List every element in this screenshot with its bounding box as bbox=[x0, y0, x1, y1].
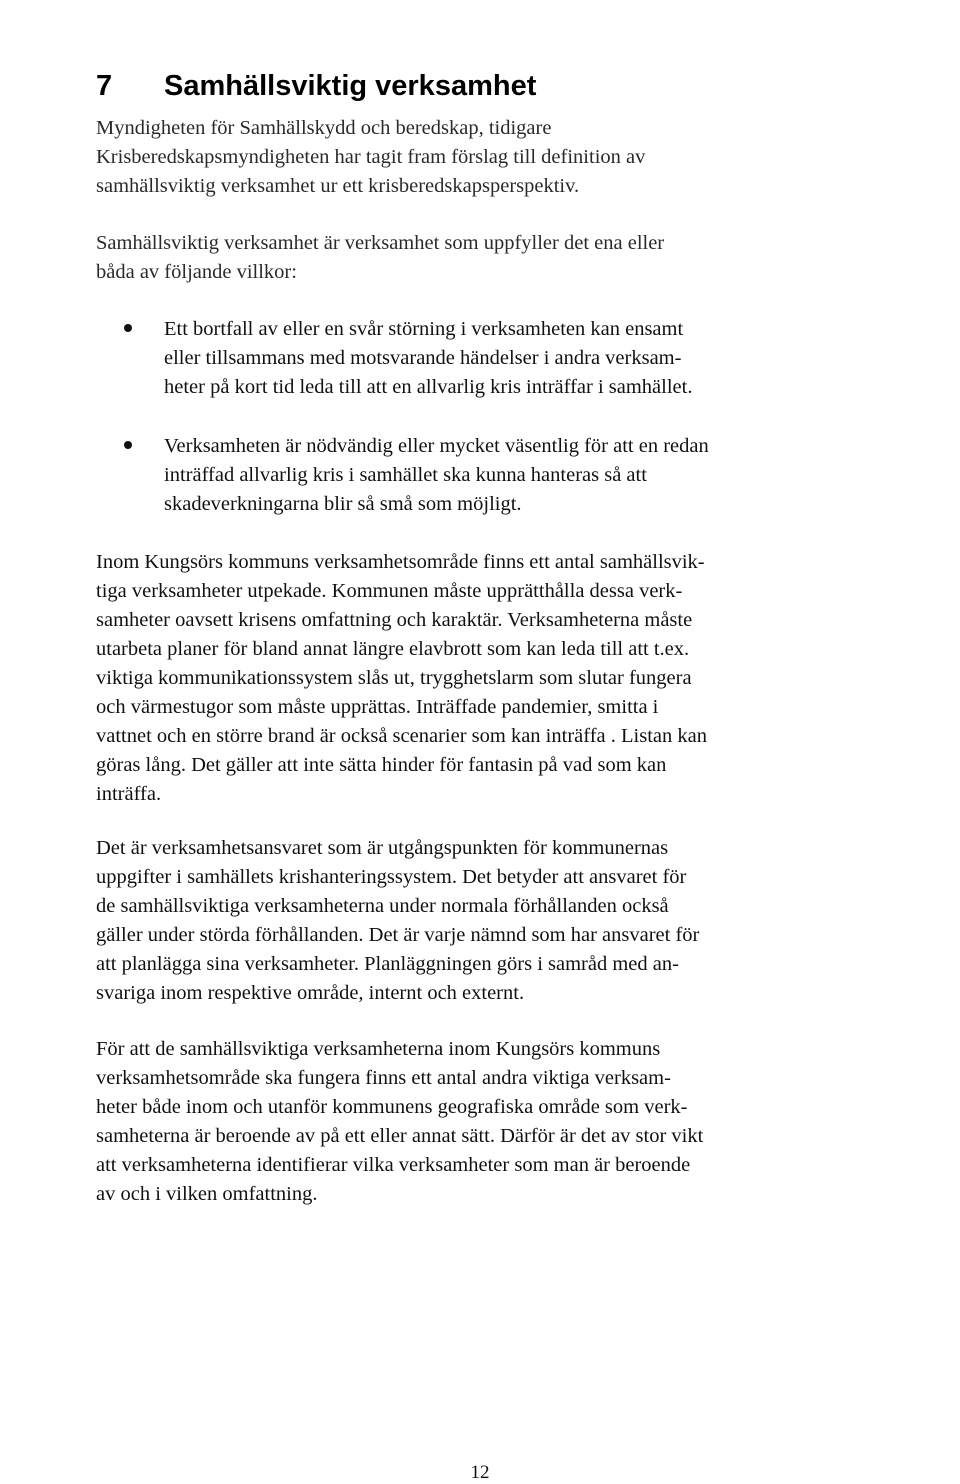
text-line: och värmestugor som måste upprättas. Inträffade pandemier, smitta i bbox=[96, 696, 659, 718]
text-line: de samhällsviktiga verksamheterna under normala förhållanden också bbox=[96, 895, 669, 917]
text-line: Myndigheten för Samhällskydd och beredskap, tidigare bbox=[96, 117, 552, 139]
text-line: heter både inom och utanför kommunens geografiska område som verk- bbox=[96, 1096, 688, 1118]
text-line: båda av följande villkor: bbox=[96, 261, 297, 283]
intro-paragraph bbox=[96, 114, 645, 201]
text-line: Det är verksamhetsansvaret som är utgångspunkten för kommunernas bbox=[96, 837, 669, 859]
text-line: vattnet och en större brand är också scenarier som kan inträffa . Listan kan bbox=[96, 725, 707, 747]
text-line: samheter oavsett krisens omfattning och karaktär. Verksamheterna måste bbox=[96, 609, 693, 631]
beroende-paragraph bbox=[96, 1035, 703, 1209]
text-line: utarbeta planer för bland annat längre elavbrott som kan leda till att t.ex. bbox=[96, 638, 690, 660]
text-line: av och i vilken omfattning. bbox=[96, 1183, 318, 1205]
text-line: samheterna är beroende av på ett eller annat sätt. Därför är det av stor vikt bbox=[96, 1125, 704, 1147]
text-line: För att de samhällsviktiga verksamheterna inom Kungsörs kommuns bbox=[96, 1038, 661, 1060]
text-line: göras lång. Det gäller att inte sätta hinder för fantasin på vad som kan bbox=[96, 754, 667, 776]
section-heading bbox=[96, 60, 536, 112]
text-line: tiga verksamheter utpekade. Kommunen måste upprätthålla dessa verk- bbox=[96, 580, 683, 602]
text-line: skadeverkningarna blir så små som möjligt. bbox=[164, 493, 522, 515]
text-line: Inom Kungsörs kommuns verksamhetsområde finns ett antal samhällsvik- bbox=[96, 551, 705, 573]
kungsor-paragraph bbox=[96, 548, 707, 809]
ansvar-paragraph bbox=[96, 834, 699, 1008]
text-line: verksamhetsområde ska fungera finns ett antal andra viktiga verksam- bbox=[96, 1067, 671, 1089]
bullet-icon bbox=[124, 324, 132, 332]
text-line: gäller under störda förhållanden. Det är varje nämnd som har ansvaret för bbox=[96, 924, 700, 946]
text-line: Samhällsviktig verksamhet är verksamhet som uppfyller det ena eller bbox=[96, 232, 665, 254]
text-line: svariga inom respektive område, internt och externt. bbox=[96, 982, 525, 1004]
text-line: att verksamheterna identifierar vilka verksamheter som man är beroende bbox=[96, 1154, 691, 1176]
section-title: Samhällsviktig verksamhet bbox=[164, 70, 537, 102]
text-line: uppgifter i samhällets krishanteringssystem. Det betyder att ansvaret för bbox=[96, 866, 687, 888]
text-line: samhällsviktig verksamhet ur ett krisberedskapsperspektiv. bbox=[96, 175, 580, 197]
text-line: Ett bortfall av eller en svår störning i verksamheten kan ensamt bbox=[164, 318, 684, 340]
text-line: Krisberedskapsmyndigheten har tagit fram förslag till definition av bbox=[96, 146, 646, 168]
text-line: inträffa. bbox=[96, 783, 162, 805]
definition-paragraph bbox=[96, 229, 664, 287]
section-number: 7 bbox=[96, 70, 113, 102]
list-item-text bbox=[164, 315, 692, 402]
text-line: Verksamheten är nödvändig eller mycket väsentlig för att en redan bbox=[164, 435, 709, 457]
text-line: eller tillsammans med motsvarande händelser i andra verksam- bbox=[164, 347, 682, 369]
page-number: 12 bbox=[470, 1462, 490, 1483]
bullet-icon bbox=[124, 441, 132, 449]
text-line: viktiga kommunikationssystem slås ut, trygghetslarm som slutar fungera bbox=[96, 667, 692, 689]
text-line: inträffad allvarlig kris i samhället ska kunna hanteras så att bbox=[164, 464, 647, 486]
list-item-text bbox=[164, 432, 709, 519]
text-line: att planlägga sina verksamheter. Planläggningen görs i samråd med an- bbox=[96, 953, 679, 975]
text-line: heter på kort tid leda till att en allvarlig kris inträffar i samhället. bbox=[164, 376, 693, 398]
